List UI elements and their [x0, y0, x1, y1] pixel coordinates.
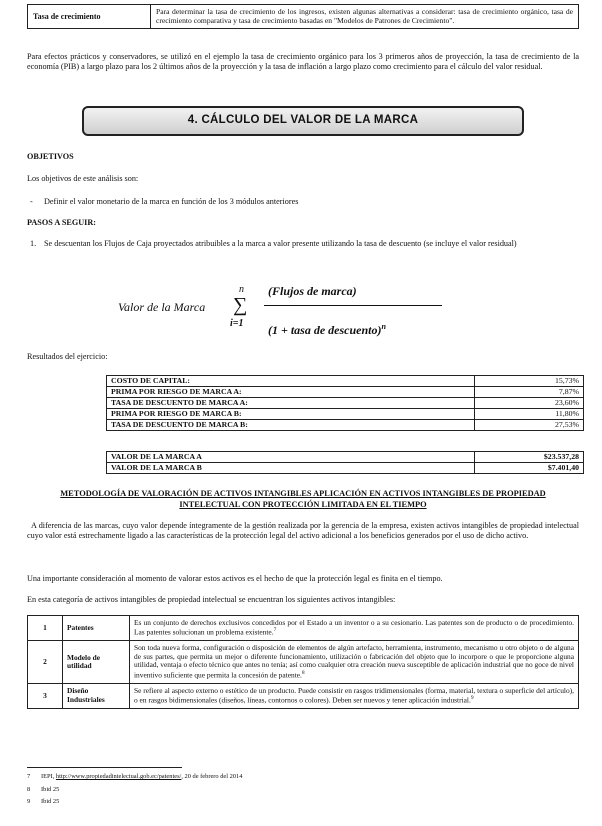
methodology-heading: METODOLOGÍA DE VALORACIÓN DE ACTIVOS INTANGIBLES APLICACIÓN EN ACTIVOS INTANGIBLES DE PROPIEDAD INTELECTUAL CON PROTECCIÓN LIMITADA EN EL TIEMPO — [60, 489, 546, 509]
paragraph-category: En esta categoría de activos intangibles de propiedad intelectual se encuentran los siguientes activos intangibles: — [27, 595, 396, 604]
brand-label: VALOR DE LA MARCA A — [107, 452, 475, 463]
section-banner: 4. CÁLCULO DEL VALOR DE LA MARCA — [82, 106, 524, 136]
table-row — [28, 683, 579, 708]
asset-name: Patentes — [63, 616, 130, 641]
brand-value-table — [106, 451, 584, 474]
fraction-bar — [264, 305, 442, 306]
denominator-text: (1 + tasa de descuento) — [268, 323, 382, 337]
table-row — [107, 376, 584, 387]
asset-description-text: Es un conjunto de derechos exclusivos concedidos por el Estado a un inventor o a su cesionario. Las patentes son de producto o de procedimiento. Las patentes solucionan un problema existente. — [134, 618, 574, 637]
objetivos-bullet: Definir el valor monetario de la marca en función de los 3 módulos anteriores — [44, 197, 299, 206]
asset-number: 2 — [28, 641, 63, 683]
asset-description — [130, 641, 579, 683]
rate-label: PRIMA POR RIESGO DE MARCA A: — [107, 387, 475, 398]
intangible-assets-table — [27, 615, 579, 709]
rate-label: COSTO DE CAPITAL: — [107, 376, 475, 387]
formula-numerator: (Flujos de marca) — [268, 284, 357, 298]
table-row — [28, 616, 579, 641]
rate-label: TASA DE DESCUENTO DE MARCA A: — [107, 398, 475, 409]
table-value-cell: Para determinar la tasa de crecimiento de los ingresos, existen algunas alternativas a considerar: tasa de crecimiento orgánico, tasa de crecimiento comparativa y tasa de crecimiento basadas en "Modelos de Patrones de Crecimiento". — [151, 5, 579, 29]
rate-value: 11,80% — [475, 409, 584, 420]
table-row — [107, 463, 584, 474]
formula-lhs: Valor de la Marca — [118, 300, 206, 314]
rate-value: 27,53% — [475, 420, 584, 431]
asset-description-text: Se refiere al aspecto externo o estético de un producto. Puede consistir en rasgos tridimensionales (forma, material, textura o superficie del artículo), o en rasgos bidimensionales (diseños, líneas, contornos o colores). Deben ser nuevos y tener aplicación industrial. — [134, 685, 574, 705]
footnote-text: IEPI, — [41, 773, 56, 780]
asset-name: Modelo de utilidad — [63, 641, 130, 683]
rate-label: TASA DE DESCUENTO DE MARCA B: — [107, 420, 475, 431]
asset-number: 1 — [28, 616, 63, 641]
rate-label: PRIMA POR RIESGO DE MARCA B: — [107, 409, 475, 420]
footnote-text: Ibid 25 — [41, 786, 60, 793]
footnote-mark: 7 — [27, 773, 31, 780]
formula-denominator — [268, 322, 386, 337]
formula-upper-limit: n — [239, 284, 244, 295]
footnote-7 — [27, 773, 242, 781]
asset-description-text: Son toda nueva forma, configuración o disposición de elementos de algún artefacto, herramienta, instrumento, mecanismo u otro objeto o de alguna de sus partes, que permita un mejor o diferente funcionamiento, utilización o fabricación del objeto que lo incorpore o que le proporcione alguna utilidad, ventaja o efecto técnico que antes no tenía; así como cualquier otra creación nueva susceptible de aplicación industrial que no goce de nivel inventivo suficiente que permita la concesión de patente. — [134, 643, 574, 680]
results-label: Resultados del ejercicio: — [27, 352, 108, 361]
summation-symbol: ∑ — [233, 294, 248, 316]
footnote-ref: 9 — [470, 695, 474, 701]
objetivos-intro: Los objetivos de este análisis son: — [27, 174, 139, 183]
brand-value-formula — [118, 278, 438, 348]
asset-description — [130, 616, 579, 641]
table-row — [28, 641, 579, 683]
brand-value: $23.537,28 — [475, 452, 584, 463]
rate-value: 23,60% — [475, 398, 584, 409]
table-row — [28, 5, 579, 29]
rate-value: 7,87% — [475, 387, 584, 398]
brand-value: $7.401,40 — [475, 463, 584, 474]
bullet-marker: - — [30, 197, 33, 206]
footnote-8 — [27, 786, 59, 794]
table-row — [107, 398, 584, 409]
footnote-mark: 8 — [27, 786, 31, 793]
asset-description — [130, 683, 579, 708]
objetivos-heading: OBJETIVOS — [27, 152, 74, 161]
paragraph-legal-protection: Una importante consideración al momento de valorar estos activos es el hecho de que la protección legal es finita en el tiempo. — [27, 574, 443, 583]
table-row — [107, 452, 584, 463]
table-key-cell: Tasa de crecimiento — [28, 5, 151, 29]
footnote-9 — [27, 798, 59, 806]
paragraph-differences: A diferencia de las marcas, cuyo valor depende íntegramente de la gestión realizada por la gerencia de la empresa, existen activos intangibles de propiedad intelectual cuyo valor está estrechamente ligado a las características de la protección legal del activo adicional a los beneficios generados por el uso de dicho activo. — [27, 521, 579, 540]
footnote-ref: 7 — [273, 627, 277, 634]
table-row — [107, 420, 584, 431]
asset-name: Diseño Industriales — [63, 683, 130, 708]
footnote-ref: 8 — [301, 669, 305, 676]
formula-exponent: n — [381, 322, 386, 331]
brand-label: VALOR DE LA MARCA B — [107, 463, 475, 474]
footnote-divider — [27, 767, 182, 768]
step-text: Se descuentan los Flujos de Caja proyectados atribuibles a la marca a valor presente utilizando la tasa de descuento (se incluye el valor residual) — [44, 239, 517, 248]
rate-value: 15,73% — [475, 376, 584, 387]
rates-table — [106, 375, 584, 431]
pasos-heading: PASOS A SEGUIR: — [27, 218, 97, 227]
footnote-mark: 9 — [27, 798, 31, 805]
footnote-text: Ibid 25 — [41, 798, 60, 805]
table-row — [107, 387, 584, 398]
table-row — [107, 409, 584, 420]
growth-rate-table — [27, 4, 579, 29]
footnote-link[interactable]: http://www.propiedadintelectual.gob.ec/patentes/ — [55, 773, 182, 780]
asset-number: 3 — [28, 683, 63, 708]
footnote-date: , 20 de febrero del 2014 — [181, 773, 243, 780]
step-number: 1. — [30, 239, 37, 248]
intro-paragraph: Para efectos prácticos y conservadores, se utilizó en el ejemplo la tasa de crecimiento orgánico para los 3 primeros años de proyección, la tasa de crecimiento de la economía (PIB) a largo plazo para los 2 últimos años de la proyección y la tasa de inflación a largo plazo como crecimiento para el cálculo del valor residual. — [27, 52, 579, 71]
formula-lower-limit: i=1 — [230, 318, 244, 329]
